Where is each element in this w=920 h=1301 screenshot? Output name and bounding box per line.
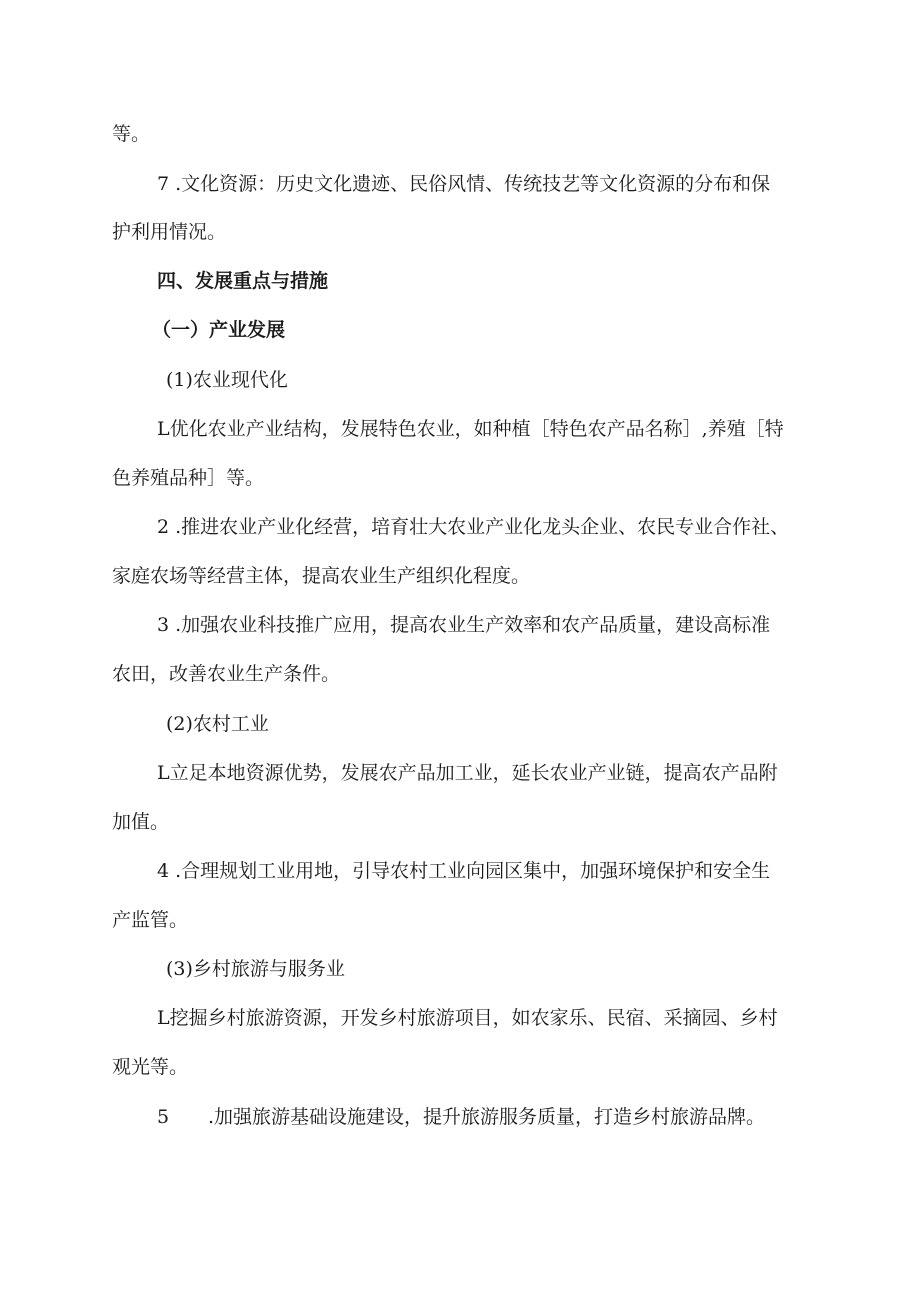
paragraph-line: L优化农业产业结构，发展特色农业，如种植［特色农产品名称］,养殖［特	[157, 418, 784, 440]
item-heading: (3)乡村旅游与服务业	[166, 958, 345, 980]
paragraph-line: L挖掘乡村旅游资源，开发乡村旅游项目，如农家乐、民宿、采摘园、乡村	[157, 1007, 778, 1029]
paragraph-line: 观光等。	[112, 1056, 189, 1078]
paragraph-line: .加强旅游基础设施建设，提升旅游服务质量，打造乡村旅游品牌。	[208, 1106, 766, 1128]
paragraph-line: 护利用情况。	[112, 221, 227, 243]
paragraph-line: 色养殖品种］等。	[112, 467, 265, 489]
paragraph-line: 2 .推进农业产业化经营，培育壮大农业产业化龙头企业、农民专业合作社、	[157, 516, 790, 538]
paragraph-line: 4 .合理规划工业用地，引导农村工业向园区集中，加强环境保护和安全生	[157, 860, 771, 882]
paragraph-line: 家庭农场等经营主体，提高农业生产组织化程度。	[112, 565, 531, 587]
paragraph-line: 等。	[112, 123, 151, 145]
item-heading: (2)农村工业	[166, 713, 269, 735]
paragraph-line: L立足本地资源优势，发展农产品加工业，延长农业产业链，提高农产品附	[157, 762, 778, 784]
paragraph-line: 产监管。	[112, 909, 189, 931]
subsection-heading: （一）产业发展	[152, 319, 286, 341]
paragraph-line: 3 .加强农业科技推广应用，提高农业生产效率和农产品质量，建设高标准	[157, 614, 771, 636]
item-heading: (1)农业现代化	[166, 369, 288, 391]
paragraph-line: 加值。	[112, 811, 170, 833]
paragraph-line: 农田，改善农业生产条件。	[112, 663, 341, 685]
list-number: 5	[157, 1106, 170, 1128]
paragraph-line: 7 .文化资源：历史文化遗迹、民俗风情、传统技艺等文化资源的分布和保	[157, 173, 771, 195]
section-heading: 四、发展重点与措施	[157, 270, 329, 292]
